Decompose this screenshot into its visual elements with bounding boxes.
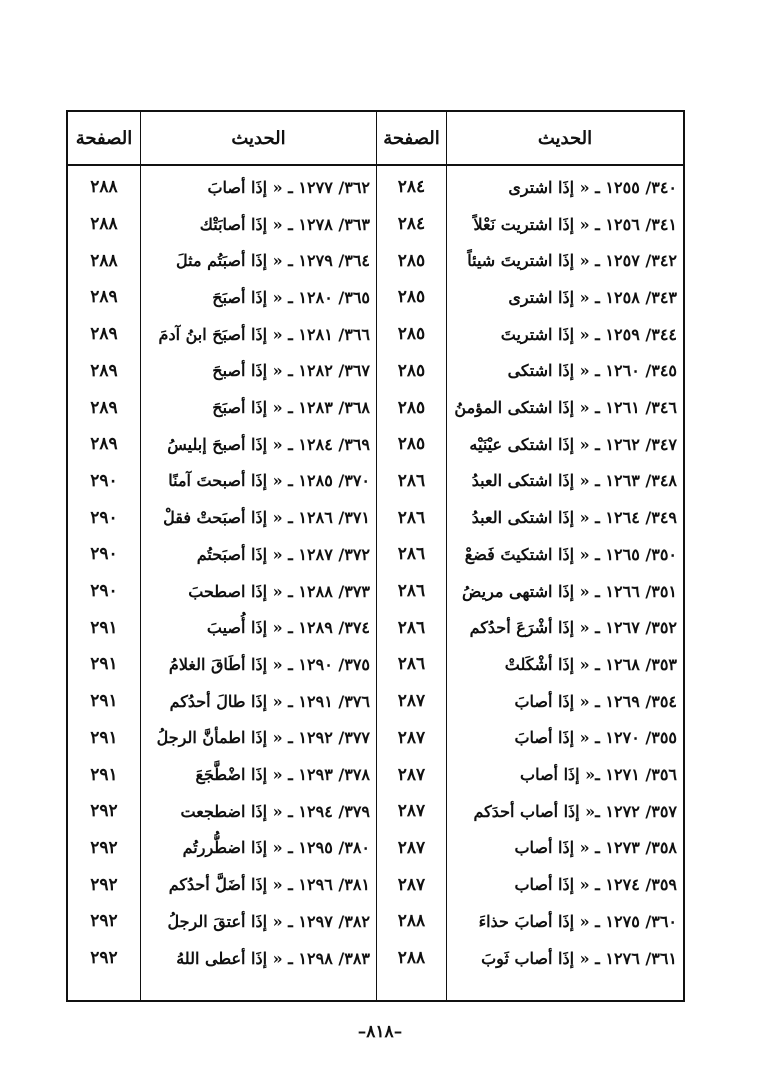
hadith-entry-right: ٣٥٤/ ١٢٦٩ ـ « إذَا أصابَ xyxy=(514,691,677,711)
hadith-entry-right: ٣٤٦/ ١٢٦١ ـ « إذَا اشتكى المؤمنُ xyxy=(454,398,677,418)
table-row xyxy=(68,279,683,316)
page-number-right: ٢٨٧ xyxy=(397,837,426,858)
hadith-entry-right: ٣٤٣/ ١٢٥٨ ـ « إذَا اشترى xyxy=(508,287,677,307)
table-row xyxy=(68,573,683,610)
page-number-left: ٢٩١ xyxy=(90,617,118,638)
page-number-right: ٢٨٦ xyxy=(397,617,426,638)
hadith-entry-left: ٣٨٠/ ١٢٩٥ ـ « إذَا اضطُّررتُم xyxy=(182,838,370,858)
page-number-right: ٢٨٧ xyxy=(397,874,426,895)
page-number-left: ٢٨٩ xyxy=(90,287,118,308)
hadith-entry-right: ٣٥٦/ ١٢٧١ ـ« إذَا أصاب xyxy=(520,765,677,785)
table-row xyxy=(68,536,683,573)
page-number-right: ٢٨٥ xyxy=(397,250,426,271)
page-number-left: ٢٩٠ xyxy=(90,544,118,565)
page-number-left: ٢٩٠ xyxy=(90,470,118,491)
hadith-entry-left: ٣٧٥/ ١٢٩٠ ـ « إذَا أطَاقَ الغلامُ xyxy=(168,654,370,674)
page-number-left: ٢٩٢ xyxy=(90,837,118,858)
page-number-right: ٢٨٧ xyxy=(397,764,426,785)
hadith-entry-right: ٣٤٠/ ١٢٥٥ ـ « إذَا اشترى xyxy=(508,177,677,197)
hadith-entry-left: ٣٦٣/ ١٢٧٨ ـ « إذَا أصابَتْك xyxy=(199,214,370,234)
header-page-left: الصفحة xyxy=(75,127,133,149)
hadith-entry-right: ٣٤٧/ ١٢٦٢ ـ « إذَا اشتكى عيْنَيْه xyxy=(469,434,677,454)
page-number-left: ٢٩٢ xyxy=(90,948,118,969)
page-number-right: ٢٨٧ xyxy=(397,801,426,822)
hadith-entry-right: ٣٥٧/ ١٢٧٢ ـ« إذَا أصاب أحدَكم xyxy=(473,801,677,821)
table-row xyxy=(68,463,683,500)
table-row xyxy=(68,499,683,536)
page-number-left: ٢٩٠ xyxy=(90,581,118,602)
page-number-left: ٢٨٨ xyxy=(90,250,118,271)
hadith-entry-right: ٣٦١/ ١٢٧٦ ـ « إذَا أصاب ثَوبَ xyxy=(481,948,677,968)
table-row xyxy=(68,830,683,867)
table-row xyxy=(68,720,683,757)
page-number-left: ٢٩٠ xyxy=(90,507,118,528)
page-number-right: ٢٨٤ xyxy=(397,214,426,235)
hadith-entry-left: ٣٧٦/ ١٢٩١ ـ « إذَا طالَ أحدُكم xyxy=(169,691,370,711)
table-row xyxy=(68,242,683,279)
page-number-left: ٢٩١ xyxy=(90,691,118,712)
page-number-left: ٢٨٩ xyxy=(90,397,118,418)
hadith-entry-left: ٣٧٩/ ١٢٩٤ ـ « إذَا اضطجعت xyxy=(180,801,370,821)
page-number-left: ٢٨٩ xyxy=(90,434,118,455)
table-row xyxy=(68,316,683,353)
hadith-entry-right: ٣٥٨/ ١٢٧٣ ـ « إذَا أصاب xyxy=(514,838,677,858)
page-number: –٨١٨– xyxy=(357,1022,403,1042)
page-number-right: ٢٨٥ xyxy=(397,434,426,455)
page-number-left: ٢٩٢ xyxy=(90,801,118,822)
header-divider xyxy=(68,164,683,166)
hadith-entry-left: ٣٦٨/ ١٢٨٣ ـ « إذَا أصبَحَ xyxy=(212,398,370,418)
table-row xyxy=(68,940,683,977)
hadith-entry-right: ٣٦٠/ ١٢٧٥ ـ « إذَا أصابَ حذاءَ xyxy=(478,911,677,931)
page-number-right: ٢٨٧ xyxy=(397,727,426,748)
page-number-left: ٢٨٨ xyxy=(90,177,118,198)
hadith-entry-right: ٣٤٩/ ١٢٦٤ ـ « إذَا اشتكى العبدُ xyxy=(471,508,677,528)
page-number-left: ٢٩١ xyxy=(90,654,118,675)
table-row xyxy=(68,866,683,903)
page-number-left: ٢٨٩ xyxy=(90,324,118,345)
hadith-entry-right: ٣٥٩/ ١٢٧٤ ـ « إذَا أصاب xyxy=(514,875,677,895)
hadith-entry-right: ٣٥٠/ ١٢٦٥ ـ « إذَا اشتكيتَ فَضعْ xyxy=(464,544,677,564)
page-number-right: ٢٨٧ xyxy=(397,691,426,712)
hadith-entry-left: ٣٧٠/ ١٢٨٥ ـ « إذَا أصبحتَ آمنًا xyxy=(168,471,370,491)
page-number-right: ٢٨٦ xyxy=(397,544,426,565)
page-number-right: ٢٨٦ xyxy=(397,654,426,675)
page-number-left: ٢٩١ xyxy=(90,727,118,748)
hadith-entry-left: ٣٧٣/ ١٢٨٨ ـ « إذَا اصطحبَ xyxy=(188,581,370,601)
header-hadith-left: الحديث xyxy=(231,127,286,149)
hadith-entry-left: ٣٦٤/ ١٢٧٩ ـ « إذَا أصبَتُم مثلَ xyxy=(176,251,370,271)
header-hadith-right: الحديث xyxy=(537,127,593,149)
page-number-right: ٢٨٥ xyxy=(397,360,426,381)
hadith-entry-left: ٣٧٤/ ١٢٨٩ ـ « إذَا أُصيبَ xyxy=(206,618,370,638)
hadith-entry-left: ٣٧٧/ ١٢٩٢ ـ « إذَا اطمأنَّ الرجلُ xyxy=(156,728,370,748)
table-row xyxy=(68,389,683,426)
table-row xyxy=(68,353,683,390)
page-number-right: ٢٨٦ xyxy=(397,507,426,528)
hadith-entry-left: ٣٧١/ ١٢٨٦ ـ « إذَا أصبَحتْ فقلْ xyxy=(163,508,370,528)
page-number-right: ٢٨٨ xyxy=(397,948,426,969)
hadith-entry-right: ٣٥١/ ١٢٦٦ ـ « إذَا اشتهى مريضُ xyxy=(462,581,677,601)
hadith-entry-left: ٣٨١/ ١٢٩٦ ـ « إذَا أضَلَّ أحدُكم xyxy=(168,875,370,895)
hadith-entry-right: ٣٥٥/ ١٢٧٠ ـ « إذَا أصابَ xyxy=(514,728,677,748)
page-number-left: ٢٩٢ xyxy=(90,911,118,932)
hadith-entry-left: ٣٨٢/ ١٢٩٧ ـ « إذَا أعتقَ الرجلُ xyxy=(167,911,370,931)
hadith-entry-left: ٣٦٢/ ١٢٧٧ ـ « إذَا أصابَ xyxy=(207,177,370,197)
index-table xyxy=(66,110,685,1002)
page-number-right: ٢٨٥ xyxy=(397,397,426,418)
hadith-entry-right: ٣٥٣/ ١٢٦٨ ـ « إذَا أشْكَلتْ xyxy=(504,654,677,674)
hadith-entry-left: ٣٦٩/ ١٢٨٤ ـ « إذَا أصبحَ إبليسُ xyxy=(167,434,370,454)
table-row xyxy=(68,206,683,243)
table-row xyxy=(68,903,683,940)
page-number-left: ٢٨٩ xyxy=(90,360,118,381)
page-number-left: ٢٩٢ xyxy=(90,874,118,895)
table-row xyxy=(68,609,683,646)
table-row xyxy=(68,756,683,793)
hadith-entry-right: ٣٤١/ ١٢٥٦ ـ « إذَا اشتريت نَعْلاً xyxy=(473,214,677,234)
hadith-entry-right: ٣٤٥/ ١٢٦٠ ـ « إذَا اشتكى xyxy=(507,361,677,381)
page-number-right: ٢٨٥ xyxy=(397,324,426,345)
hadith-entry-left: ٣٧٢/ ١٢٨٧ ـ « إذَا أصبَحتُم xyxy=(196,544,370,564)
page-number-left: ٢٨٨ xyxy=(90,214,118,235)
hadith-entry-left: ٣٦٧/ ١٢٨٢ ـ « إذَا أصبحَ xyxy=(212,361,370,381)
page-number-right: ٢٨٦ xyxy=(397,470,426,491)
hadith-entry-left: ٣٦٦/ ١٢٨١ ـ « إذَا أصبَحَ ابنُ آدمَ xyxy=(158,324,370,344)
hadith-entry-left: ٣٦٥/ ١٢٨٠ ـ « إذَا أصبَحَ xyxy=(212,287,370,307)
page-number-right: ٢٨٥ xyxy=(397,287,426,308)
hadith-entry-left: ٣٨٣/ ١٢٩٨ ـ « إذَا أعطى اللهُ xyxy=(176,948,370,968)
page-number-left: ٢٩١ xyxy=(90,764,118,785)
page-number-right: ٢٨٦ xyxy=(397,581,426,602)
hadith-entry-right: ٣٥٢/ ١٢٦٧ ـ « إذَا أشْرَعَ أحدُكم xyxy=(469,618,677,638)
table-row xyxy=(68,169,683,206)
hadith-entry-right: ٣٤٢/ ١٢٥٧ ـ « إذَا اشتريتَ شيئاً xyxy=(467,251,677,271)
hadith-entry-right: ٣٤٤/ ١٢٥٩ ـ « إذَا اشتريتَ xyxy=(500,324,677,344)
table-row xyxy=(68,683,683,720)
hadith-entry-right: ٣٤٨/ ١٢٦٣ ـ « إذَا اشتكى العبدُ xyxy=(471,471,677,491)
table-row xyxy=(68,426,683,463)
header-page-right: الصفحة xyxy=(383,127,440,149)
page-number-right: ٢٨٨ xyxy=(397,911,426,932)
table-row xyxy=(68,793,683,830)
page-number-right: ٢٨٤ xyxy=(397,177,426,198)
hadith-entry-left: ٣٧٨/ ١٢٩٣ ـ « إذَا اضْطَّجَعَ xyxy=(195,765,370,785)
table-row xyxy=(68,646,683,683)
